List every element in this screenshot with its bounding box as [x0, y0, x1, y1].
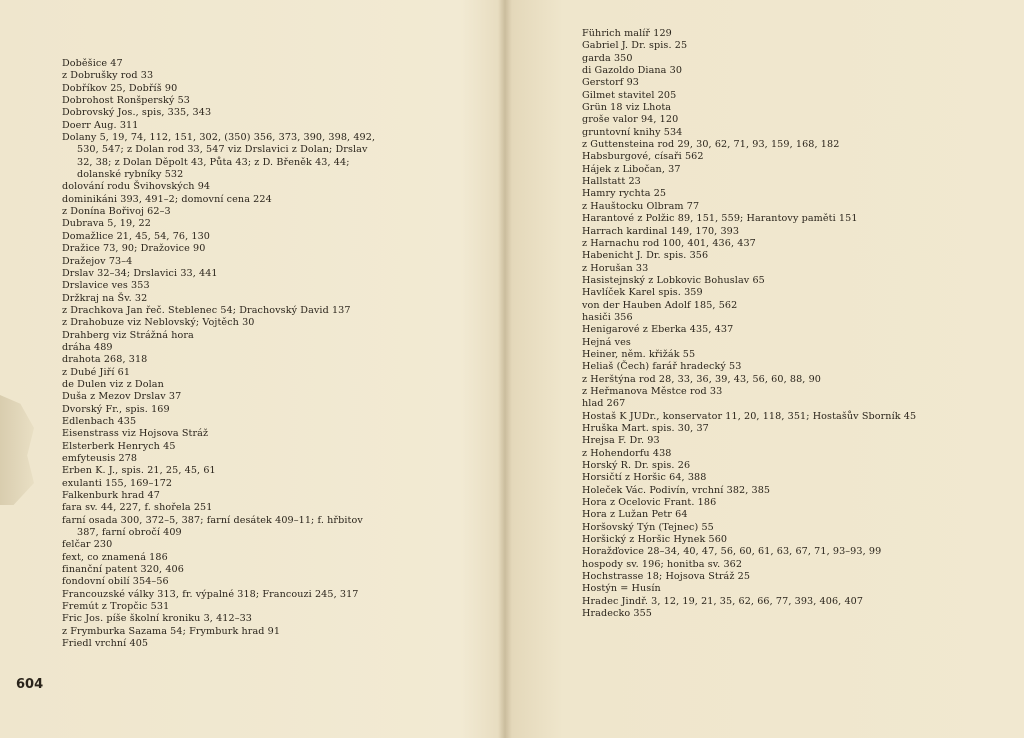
index-entry: Fric Jos. píše školní kroniku 3, 412–33 — [62, 613, 252, 625]
index-entry: Grün 18 viz Lhota — [582, 102, 672, 114]
index-entry: Hasistejnský z Lobkovic Bohuslav 65 — [582, 274, 765, 286]
index-entry: de Dulen viz z Dolan — [62, 378, 164, 390]
index-entry: Erben K. J., spis. 21, 25, 45, 61 — [62, 465, 216, 477]
index-entry: di Gazoldo Diana 30 — [582, 65, 683, 77]
index-entry: z Dubé Jiří 61 — [62, 366, 131, 378]
index-entry: z Drahobuze viz Neblovský; Vojtěch 30 — [62, 317, 255, 329]
index-entry: Hejná ves — [582, 336, 631, 348]
index-entry: Horsičtí z Horšic 64, 388 — [582, 472, 707, 484]
index-entry: Horažďovice 28–34, 40, 47, 56, 60, 61, 63, 67, 71, 93–93, 99 — [582, 546, 882, 558]
index-entry: Domažlice 21, 45, 54, 76, 130 — [62, 230, 211, 242]
index-entry: z Hauštocku Olbram 77 — [582, 200, 700, 212]
index-entry: 530, 547; z Dolan rod 33, 547 viz Drslavici z Dolan; Drslav — [77, 144, 368, 156]
index-entry: Hora z Lužan Petr 64 — [582, 509, 688, 521]
index-entry: Drahberg viz Strážná hora — [62, 329, 194, 341]
left-page — [0, 0, 500, 738]
index-entry: gruntovní knihy 534 — [582, 126, 683, 138]
index-entry: z Hohendorfu 438 — [582, 447, 672, 459]
index-entry: Dobříkov 25, Dobříš 90 — [62, 82, 178, 94]
index-entry: Habsburgové, císaři 562 — [582, 151, 704, 163]
index-entry: z Herštýna rod 28, 33, 36, 39, 43, 56, 60, 88, 90 — [582, 373, 821, 385]
index-entry: 387, farní obročí 409 — [77, 527, 182, 539]
index-entry: Führich malíř 129 — [582, 28, 672, 39]
index-entry: Gerstorf 93 — [582, 77, 639, 89]
index-entry: Eisenstrass viz Hojsova Stráž — [62, 428, 209, 440]
index-entry: Hallstatt 23 — [582, 176, 641, 188]
index-entry: Horský R. Dr. spis. 26 — [582, 460, 691, 472]
index-entry: hasiči 356 — [582, 311, 633, 323]
index-entry: fara sv. 44, 227, f. shořela 251 — [62, 502, 213, 514]
index-entry: Harantové z Polžic 89, 151, 559; Harantovy paměti 151 — [582, 213, 858, 225]
index-entry: Hamry rychta 25 — [582, 188, 667, 200]
index-entry: Horšovský Týn (Tejnec) 55 — [582, 521, 714, 533]
index-entry: Hájek z Libočan, 37 — [582, 163, 681, 175]
index-entry: Habenicht J. Dr. spis. 356 — [582, 250, 709, 262]
index-entry: Dubrava 5, 19, 22 — [62, 218, 151, 230]
index-entry: Hrejsa F. Dr. 93 — [582, 435, 660, 447]
index-entry: Dolany 5, 19, 74, 112, 151, 302, (350) 356, 373, 390, 398, 492, — [62, 132, 376, 144]
index-entry: Harrach kardinal 149, 170, 393 — [582, 225, 740, 237]
index-entry: Doběšice 47 — [62, 58, 123, 69]
index-entry: z Heřmanova Městce rod 33 — [582, 385, 723, 397]
index-entry: z Drachkova Jan řeč. Steblenec 54; Drachovský David 137 — [62, 304, 351, 316]
right-index-column — [582, 28, 992, 621]
index-entry: emfyteusis 278 — [62, 453, 138, 464]
index-entry: dráha 489 — [62, 341, 113, 353]
index-entry: fext, co znamená 186 — [62, 551, 168, 563]
index-entry: Hruška Mart. spis. 30, 37 — [582, 423, 709, 434]
index-entry: z Donína Bořivoj 62–3 — [62, 206, 171, 218]
index-entry: Hostaš K JUDr., konservator 11, 20, 118, 351; Hostašův Sborník 45 — [582, 410, 917, 422]
index-entry: Dvorský Fr., spis. 169 — [62, 403, 170, 415]
index-entry: Holeček Vác. Podivín, vrchní 382, 385 — [582, 484, 771, 496]
index-entry: Dobrovský Jos., spis, 335, 343 — [62, 107, 212, 119]
index-entry: z Frymburka Sazama 54; Frymburk hrad 91 — [62, 625, 281, 637]
page-number: 604 — [16, 677, 44, 692]
index-entry: fondovní obilí 354–56 — [62, 576, 169, 588]
index-entry: finanční patent 320, 406 — [62, 564, 184, 576]
index-entry: Elsterberk Henrych 45 — [62, 440, 176, 452]
index-entry: Friedl vrchní 405 — [62, 638, 149, 650]
index-entry: Dražice 73, 90; Dražovice 90 — [62, 243, 206, 255]
index-entry: Dobrohost Ronšperský 53 — [62, 95, 190, 107]
index-entry: Hora z Ocelovic Frant. 186 — [582, 497, 717, 509]
index-entry: Edlenbach 435 — [62, 415, 137, 427]
index-entry: z Horušan 33 — [582, 262, 649, 274]
left-index-column — [62, 58, 487, 651]
index-entry: Duša z Mezov Drslav 37 — [62, 391, 182, 403]
index-entry: Falkenburk hrad 47 — [62, 490, 160, 502]
index-entry: drahota 268, 318 — [62, 354, 148, 366]
index-entry: Fremút z Tropčic 531 — [62, 601, 170, 613]
right-page — [512, 0, 1024, 738]
index-entry: Hradec Jindř. 3, 12, 19, 21, 35, 62, 66, 77, 393, 406, 407 — [582, 595, 864, 607]
index-entry: z Harnachu rod 100, 401, 436, 437 — [582, 237, 756, 249]
index-entry: von der Hauben Adolf 185, 562 — [582, 299, 738, 311]
index-entry: Hostýn = Husín — [582, 583, 661, 595]
index-entry: Hradecko 355 — [582, 608, 653, 620]
index-entry: felčar 230 — [62, 539, 113, 551]
index-entry: z Guttensteina rod 29, 30, 62, 71, 93, 159, 168, 182 — [582, 139, 840, 151]
index-entry: hospody sv. 196; honitba sv. 362 — [582, 558, 743, 570]
index-entry: Hochstrasse 18; Hojsova Stráž 25 — [582, 571, 751, 583]
index-entry: Gabriel J. Dr. spis. 25 — [582, 40, 688, 52]
index-entry: garda 350 — [582, 52, 633, 64]
index-entry: Henigarové z Eberka 435, 437 — [582, 324, 734, 336]
index-entry: Heliaš (Čech) farář hradecký 53 — [582, 361, 742, 373]
index-entry: exulanti 155, 169–172 — [62, 477, 173, 489]
index-entry: Držkraj na Šv. 32 — [62, 292, 148, 304]
index-entry: Doerr Aug. 311 — [62, 119, 139, 131]
index-entry: hlad 267 — [582, 398, 626, 410]
index-entry: Havlíček Karel spis. 359 — [582, 287, 703, 299]
index-entry: dolanské rybníky 532 — [77, 169, 184, 181]
index-entry: Gilmet stavitel 205 — [582, 89, 677, 101]
index-entry: dominikáni 393, 491–2; domovní cena 224 — [62, 193, 272, 205]
index-entry: groše valor 94, 120 — [582, 114, 679, 126]
index-entry: Drslav 32–34; Drslavici 33, 441 — [62, 267, 218, 279]
book-gutter — [498, 0, 512, 738]
index-entry: Heiner, něm. křižák 55 — [582, 348, 696, 360]
index-entry: dolování rodu Švihovských 94 — [62, 181, 211, 193]
index-entry: z Dobrušky rod 33 — [62, 70, 154, 82]
index-entry: 32, 38; z Dolan Děpolt 43, Půta 43; z D. Břeněk 43, 44; — [77, 156, 350, 168]
index-entry: Drslavice ves 353 — [62, 280, 150, 292]
index-entry: Francouzské války 313, fr. výpalné 318; Francouzi 245, 317 — [62, 588, 359, 600]
index-entry: farní osada 300, 372–5, 387; farní desátek 409–11; f. hřbitov — [62, 514, 363, 526]
index-entry: Dražejov 73–4 — [62, 255, 133, 267]
index-entry: Horšický z Horšic Hynek 560 — [582, 534, 728, 546]
